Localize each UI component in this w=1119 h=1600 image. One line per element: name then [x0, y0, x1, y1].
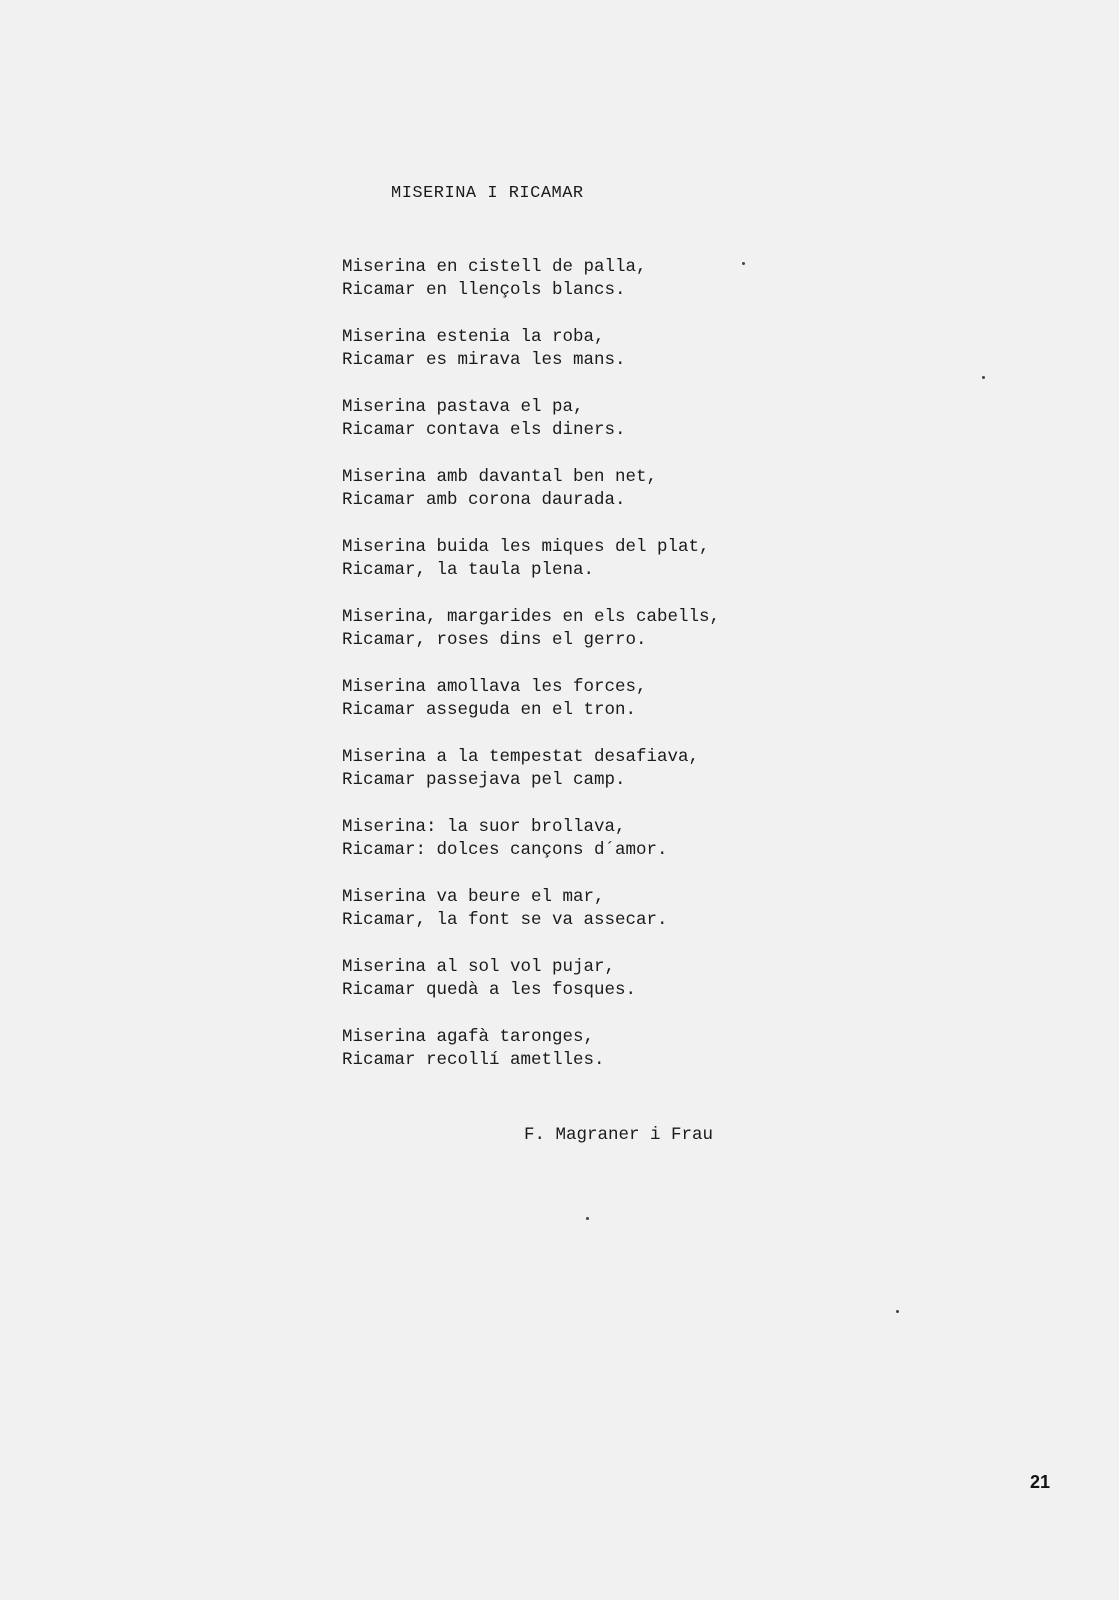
- poem-line: Miserina buida les miques del plat,: [342, 537, 710, 557]
- poem-line: Ricamar: dolces cançons d´amor.: [342, 840, 668, 860]
- stanza: [342, 886, 822, 932]
- stanza: [342, 956, 822, 1002]
- paper-speck: [586, 1217, 589, 1220]
- poem-line: Miserina, margarides en els cabells,: [342, 607, 721, 627]
- page-number: 21: [1030, 1472, 1051, 1492]
- paper-speck: [982, 376, 985, 379]
- poem-line: Ricamar, la font se va assecar.: [342, 910, 668, 930]
- poem-line: Ricamar passejava pel camp.: [342, 770, 626, 790]
- poem-line: Miserina pastava el pa,: [342, 397, 584, 417]
- stanza: [342, 816, 822, 862]
- poem-line: Miserina amollava les forces,: [342, 677, 647, 697]
- poem-line: Ricamar, la taula plena.: [342, 560, 595, 580]
- poem-line: Ricamar recollí ametlles.: [342, 1050, 605, 1070]
- poem-line: Miserina va beure el mar,: [342, 887, 605, 907]
- poem-line: Ricamar es mirava les mans.: [342, 350, 626, 370]
- stanza: [342, 1026, 822, 1072]
- paper-speck: [742, 262, 745, 265]
- poem-title: MISERINA I RICAMAR: [391, 184, 584, 203]
- poem-author: F. Magraner i Frau: [524, 1125, 714, 1145]
- stanza: [342, 256, 822, 302]
- poem-line: Ricamar asseguda en el tron.: [342, 700, 637, 720]
- stanza: [342, 536, 822, 582]
- poem-line: Miserina agafà taronges,: [342, 1027, 595, 1047]
- stanza: [342, 466, 822, 512]
- stanza: [342, 746, 822, 792]
- stanza: [342, 396, 822, 442]
- poem-line: Miserina amb davantal ben net,: [342, 467, 658, 487]
- poem-body: [342, 256, 822, 1096]
- poem-line: Miserina a la tempestat desafiava,: [342, 747, 700, 767]
- stanza: [342, 326, 822, 372]
- paper-speck: [896, 1310, 899, 1313]
- poem-line: Ricamar contava els diners.: [342, 420, 626, 440]
- stanza: [342, 676, 822, 722]
- poem-line: Miserina en cistell de palla,: [342, 257, 647, 277]
- poem-line: Ricamar, roses dins el gerro.: [342, 630, 647, 650]
- poem-line: Ricamar amb corona daurada.: [342, 490, 626, 510]
- poem-line: Miserina al sol vol pujar,: [342, 957, 616, 977]
- poem-line: Miserina: la suor brollava,: [342, 817, 626, 837]
- poem-line: Ricamar quedà a les fosques.: [342, 980, 637, 1000]
- stanza: [342, 606, 822, 652]
- poem-line: Ricamar en llençols blancs.: [342, 280, 626, 300]
- poem-line: Miserina estenia la roba,: [342, 327, 605, 347]
